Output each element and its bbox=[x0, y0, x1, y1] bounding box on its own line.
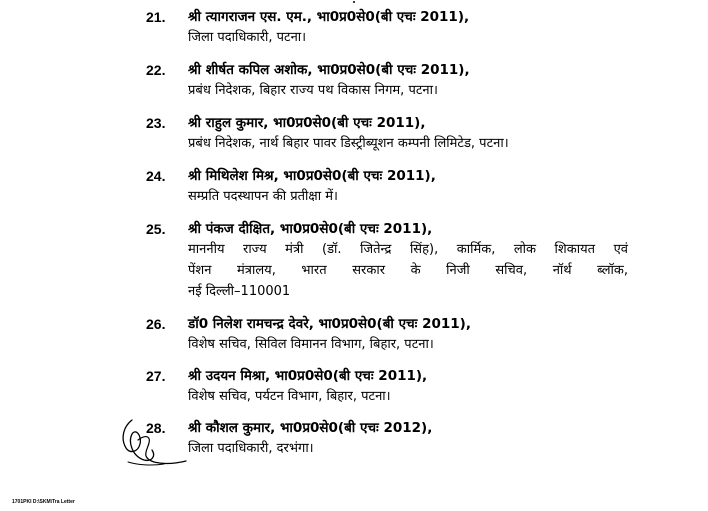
posting-line: पेंशन मंत्रालय, भारत सरकार के निजी सचिव, नॉर्थ ब्लॉक, bbox=[188, 263, 628, 278]
officer-posting bbox=[188, 334, 628, 355]
entry-number: 23. bbox=[146, 115, 166, 131]
officer-name: डॉ0 निलेश रामचन्द्र देवरे, भा0प्र0से0(बी एचः 2011), bbox=[188, 316, 471, 332]
entry-number: 28. bbox=[146, 420, 166, 436]
posting-line: विशेष सचिव, सिविल विमानन विभाग, बिहार, पटना। bbox=[188, 337, 434, 352]
officer-posting bbox=[188, 438, 628, 459]
entry-number: 21. bbox=[146, 9, 166, 25]
officer-name: श्री त्यागराजन एस. एम., भा0प्र0से0(बी एचः 2011), bbox=[188, 9, 470, 25]
posting-line: प्रबंध निदेशक, बिहार राज्य पथ विकास निगम, पटना। bbox=[188, 83, 438, 98]
posting-line: जिला पदाधिकारी, दरभंगा। bbox=[188, 441, 314, 456]
posting-line: सम्प्रति पदस्थापन की प्रतीक्षा में। bbox=[188, 189, 338, 204]
posting-line: प्रबंध निदेशक, नार्थ बिहार पावर डिस्ट्रीब्यूशन कम्पनी लिमिटेड, पटना। bbox=[188, 136, 509, 151]
officer-posting bbox=[188, 239, 628, 302]
officer-name: श्री राहुल कुमार, भा0प्र0से0(बी एचः 2011), bbox=[188, 115, 426, 131]
posting-line: नई दिल्ली–110001 bbox=[188, 284, 291, 299]
posting-line: जिला पदाधिकारी, पटना। bbox=[188, 30, 307, 45]
entry-number: 22. bbox=[146, 62, 166, 78]
footer-reference: 1701PKI D:\SKM\Tra Letter bbox=[12, 499, 75, 505]
officer-name: श्री शीर्षत कपिल अशोक, भा0प्र0से0(बी एचः 2011), bbox=[188, 62, 470, 78]
entry-number: 26. bbox=[146, 316, 166, 332]
officer-posting bbox=[188, 186, 628, 207]
posting-line: विशेष सचिव, पर्यटन विभाग, बिहार, पटना। bbox=[188, 389, 391, 404]
officer-posting bbox=[188, 27, 628, 48]
officer-name: श्री उदयन मिश्रा, भा0प्र0से0(बी एचः 2011), bbox=[188, 368, 428, 384]
officer-name: श्री पंकज दीक्षित, भा0प्र0से0(बी एचः 2011), bbox=[188, 221, 433, 237]
entry-number: 24. bbox=[146, 168, 166, 184]
entry-number: 27. bbox=[146, 368, 166, 384]
posting-line: माननीय राज्य मंत्री (डॉ. जितेन्द्र सिंह), कार्मिक, लोक शिकायत एवं bbox=[188, 242, 628, 257]
scan-mark bbox=[353, 1, 355, 3]
officer-posting bbox=[188, 80, 628, 101]
officer-posting bbox=[188, 133, 628, 154]
officer-name: श्री मिथिलेश मिश्र, भा0प्र0से0(बी एचः 2011), bbox=[188, 168, 436, 184]
entry-number: 25. bbox=[146, 221, 166, 237]
officer-name: श्री कौशल कुमार, भा0प्र0से0(बी एचः 2012), bbox=[188, 420, 433, 436]
signature-mark bbox=[118, 416, 188, 468]
officer-posting bbox=[188, 386, 628, 407]
